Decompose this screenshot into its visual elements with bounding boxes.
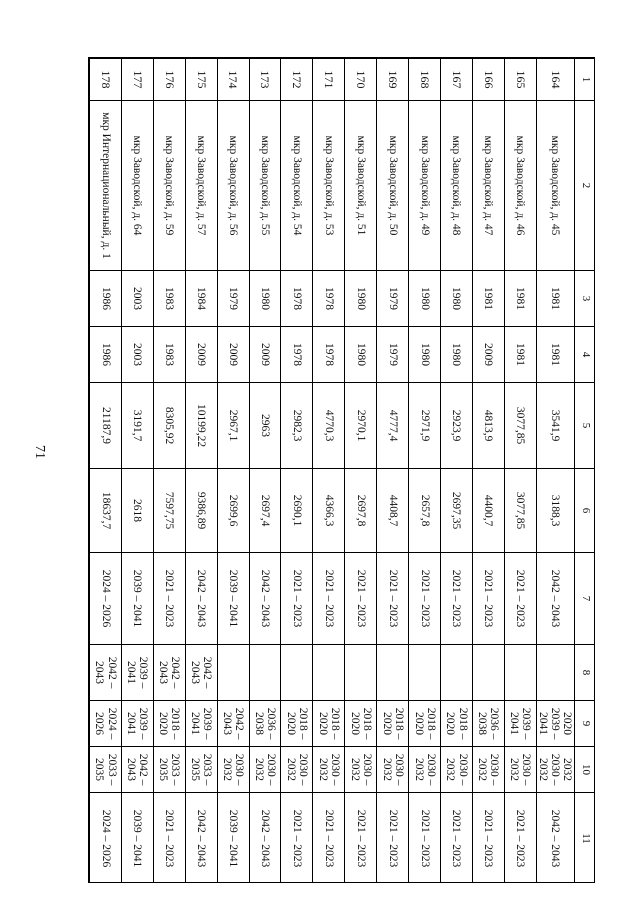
period-line: 2043 (93, 661, 106, 684)
overhaul-period-cell: 2021 – 2023 (153, 793, 185, 884)
row-number-cell: 164 (536, 59, 574, 101)
total-area-cell: 8305,92 (153, 383, 185, 469)
total-area-cell: 10199,22 (185, 383, 217, 469)
period-line: 2020 (444, 712, 457, 735)
period-line: 2030 – (424, 753, 437, 786)
address-cell: мкр Заводской, д. 54 (281, 101, 313, 271)
year-cell: 1986 (90, 327, 122, 383)
overhaul-period-cell: 2021 – 2023 (441, 793, 473, 884)
period-c10-cell (281, 747, 313, 793)
period-cell: 2021 – 2023 (377, 553, 409, 645)
year-built-cell: 1981 (536, 271, 574, 327)
total-area-cell: 2923,9 (441, 383, 473, 469)
period-c10-cell (504, 747, 536, 793)
table-row (153, 59, 185, 884)
period-line: 2043 (189, 661, 202, 684)
living-area-cell: 2697,4 (249, 469, 281, 553)
period-cell: 2021 – 2023 (441, 553, 473, 645)
row-number-cell: 167 (441, 59, 473, 101)
year-cell: 1980 (409, 327, 441, 383)
total-area-cell: 3541,9 (536, 383, 574, 469)
period-c10-cell (185, 747, 217, 793)
period-c9-cell (536, 701, 574, 747)
period-line: 2030 – (233, 753, 246, 786)
period-line: 2039 – (137, 656, 150, 689)
period-line: 2032 (444, 758, 457, 781)
period-cell: 2021 – 2023 (153, 553, 185, 645)
overhaul-period-cell: 2042 – 2043 (249, 793, 281, 884)
table-row (313, 59, 345, 884)
living-area-cell: 2690,1 (281, 469, 313, 553)
row-number-cell: 172 (281, 59, 313, 101)
period-line: 2038 (253, 712, 266, 735)
period-c10-cell (377, 747, 409, 793)
column-header-4: 4 (575, 327, 596, 383)
period-c9-cell (504, 701, 536, 747)
rotated-table-wrapper (89, 58, 595, 883)
year-built-cell: 1980 (409, 271, 441, 327)
year-built-cell: 1984 (185, 271, 217, 327)
living-area-cell: 2657,8 (409, 469, 441, 553)
row-number-cell: 175 (185, 59, 217, 101)
address-cell: мкр Заводской, д. 49 (409, 101, 441, 271)
period-c10-cell (441, 747, 473, 793)
period-cell: 2042 – 2043 (536, 553, 574, 645)
year-cell: 1979 (377, 327, 409, 383)
year-built-cell: 1983 (153, 271, 185, 327)
period-line: 2041 (125, 661, 138, 684)
period-line: 2032 (221, 758, 234, 781)
total-area-cell: 3077,85 (504, 383, 536, 469)
period-line: 2032 (412, 758, 425, 781)
period-line: 2041 (189, 712, 202, 735)
period-c9-cell (377, 701, 409, 747)
total-area-cell: 2971,9 (409, 383, 441, 469)
period-line: 2018 – (297, 707, 309, 740)
table-row (441, 59, 473, 884)
address-cell: мкр Заводской, д. 59 (153, 101, 185, 271)
table-body (90, 59, 575, 884)
year-cell: 2009 (185, 327, 217, 383)
period-c8-cell (185, 645, 217, 701)
address-cell: мкр Заводской, д. 50 (377, 101, 409, 271)
living-area-cell: 4400,7 (472, 469, 504, 553)
row-number-cell: 178 (90, 59, 122, 101)
period-line: 2032 (284, 758, 297, 781)
row-number-cell: 170 (345, 59, 377, 101)
living-area-cell: 18637,7 (90, 469, 122, 553)
document-table-frame (88, 57, 595, 883)
total-area-cell: 4777,4 (377, 383, 409, 469)
total-area-cell: 2970,1 (345, 383, 377, 469)
period-line: 2032 (476, 758, 489, 781)
period-line: 2020 (380, 712, 393, 735)
year-built-cell: 1978 (313, 271, 345, 327)
row-number-cell: 176 (153, 59, 185, 101)
year-cell: 1983 (153, 327, 185, 383)
living-area-cell: 9386,89 (185, 469, 217, 553)
overhaul-period-cell: 2042 – 2043 (536, 793, 574, 884)
overhaul-period-cell: 2039 – 2041 (217, 793, 249, 884)
period-c9-cell (345, 701, 377, 747)
table-row (536, 59, 574, 884)
period-c8-cell (281, 645, 313, 701)
period-cell: 2039 – 2041 (121, 553, 153, 645)
period-line: 2039 – (549, 707, 562, 740)
living-area-cell: 2697,8 (345, 469, 377, 553)
period-line: 2020 (412, 712, 425, 735)
address-cell: мкр Заводской, д. 46 (504, 101, 536, 271)
period-line: 2033 – (169, 753, 182, 786)
period-c8-cell (377, 645, 409, 701)
period-line: 2032 (537, 758, 550, 781)
period-line: 2032 (348, 758, 361, 781)
column-header-8: 8 (575, 645, 596, 701)
period-line: 2018 – (169, 707, 182, 740)
period-c10-cell (153, 747, 185, 793)
address-cell: мкр Заводской, д. 51 (345, 101, 377, 271)
period-line: 2018 – (424, 707, 437, 740)
year-cell: 2009 (472, 327, 504, 383)
period-c10-cell (345, 747, 377, 793)
period-c8-cell (504, 645, 536, 701)
address-cell: мкр Заводской, д. 57 (185, 101, 217, 271)
year-built-cell: 2003 (121, 271, 153, 327)
period-c10-cell (249, 747, 281, 793)
column-header-10: 10 (575, 747, 596, 793)
row-number-cell: 177 (121, 59, 153, 101)
period-line: 2020 (561, 712, 574, 735)
year-built-cell: 1980 (441, 271, 473, 327)
year-cell: 1978 (313, 327, 345, 383)
period-c8-cell (153, 645, 185, 701)
period-c9-cell (472, 701, 504, 747)
table-row (217, 59, 249, 884)
address-cell: мкр Заводской, д. 48 (441, 101, 473, 271)
period-c9-cell (90, 701, 122, 747)
table-row (504, 59, 536, 884)
period-c8-cell (345, 645, 377, 701)
column-header-5: 5 (575, 383, 596, 469)
period-c8-cell (441, 645, 473, 701)
table-row (345, 59, 377, 884)
table-row (90, 59, 122, 884)
period-c8-cell (249, 645, 281, 701)
period-cell: 2021 – 2023 (281, 553, 313, 645)
period-line: 2020 (348, 712, 361, 735)
period-c8-cell (121, 645, 153, 701)
period-line: 2030 – (360, 753, 373, 786)
address-cell: мкр Заводской, д. 53 (313, 101, 345, 271)
total-area-cell: 4770,3 (313, 383, 345, 469)
period-line: 2043 (157, 661, 170, 684)
period-line: 2030 – (520, 753, 533, 786)
row-number-cell: 168 (409, 59, 441, 101)
period-line: 2026 (93, 712, 106, 735)
year-cell: 1980 (345, 327, 377, 383)
overhaul-period-cell: 2021 – 2023 (504, 793, 536, 884)
period-line: 2020 (316, 712, 329, 735)
period-c8-cell (472, 645, 504, 701)
period-line: 2032 (253, 758, 266, 781)
table-row (377, 59, 409, 884)
living-area-cell: 4408,7 (377, 469, 409, 553)
living-area-cell: 2618 (121, 469, 153, 553)
period-line: 2032 (380, 758, 393, 781)
year-built-cell: 1979 (377, 271, 409, 327)
year-built-cell: 1979 (217, 271, 249, 327)
period-line: 2032 (561, 758, 574, 781)
period-c8-cell (536, 645, 574, 701)
total-area-cell: 3191,7 (121, 383, 153, 469)
column-header-3: 3 (575, 271, 596, 327)
living-area-cell: 7597,75 (153, 469, 185, 553)
period-c10-cell (472, 747, 504, 793)
period-c8-cell (409, 645, 441, 701)
living-area-cell: 2697,35 (441, 469, 473, 553)
period-line: 2030 – (392, 753, 405, 786)
period-cell: 2042 – 2043 (249, 553, 281, 645)
overhaul-period-cell: 2021 – 2023 (472, 793, 504, 884)
period-c9-cell (409, 701, 441, 747)
period-line: 2038 (476, 712, 489, 735)
address-cell: мкр Заводской, д. 64 (121, 101, 153, 271)
overhaul-period-cell: 2042 – 2043 (185, 793, 217, 884)
table-row (281, 59, 313, 884)
period-c9-cell (313, 701, 345, 747)
year-cell: 1981 (536, 327, 574, 383)
year-cell: 2009 (217, 327, 249, 383)
column-header-9: 9 (575, 701, 596, 747)
row-number-cell: 174 (217, 59, 249, 101)
period-line: 2020 (284, 712, 297, 735)
period-line: 2030 – (328, 753, 341, 786)
period-c9-cell (281, 701, 313, 747)
housing-repair-schedule-table (89, 58, 595, 883)
period-line: 2036 – (265, 707, 278, 740)
address-cell: мкр Заводской, д. 45 (536, 101, 574, 271)
overhaul-period-cell: 2021 – 2023 (313, 793, 345, 884)
total-area-cell: 2982,3 (281, 383, 313, 469)
period-c10-cell (313, 747, 345, 793)
column-header-11: 11 (575, 793, 596, 884)
period-cell: 2021 – 2023 (345, 553, 377, 645)
period-line: 2035 (189, 758, 202, 781)
overhaul-period-cell: 2021 – 2023 (377, 793, 409, 884)
living-area-cell: 3188,3 (536, 469, 574, 553)
year-built-cell: 1980 (249, 271, 281, 327)
period-cell: 2021 – 2023 (472, 553, 504, 645)
period-line: 2018 – (360, 707, 373, 740)
period-line: 2024 – (105, 707, 118, 740)
overhaul-period-cell: 2021 – 2023 (409, 793, 441, 884)
period-cell: 2024 – 2026 (90, 553, 122, 645)
period-line: 2032 (316, 758, 329, 781)
period-c8-cell (90, 645, 122, 701)
overhaul-period-cell: 2024 – 2026 (90, 793, 122, 884)
period-line: 2030 – (549, 753, 562, 786)
living-area-cell: 2699,6 (217, 469, 249, 553)
period-line: 2033 – (105, 753, 118, 786)
table-row (121, 59, 153, 884)
address-cell: мкр Заводской, д. 55 (249, 101, 281, 271)
year-built-cell: 1981 (472, 271, 504, 327)
period-line: 2039 – (520, 707, 533, 740)
overhaul-period-cell: 2021 – 2023 (345, 793, 377, 884)
living-area-cell: 4366,3 (313, 469, 345, 553)
living-area-cell: 3077,85 (504, 469, 536, 553)
period-c9-cell (185, 701, 217, 747)
period-line: 2033 – (201, 753, 214, 786)
period-c9-cell (153, 701, 185, 747)
period-line: 2041 (125, 712, 138, 735)
period-line: 2030 – (297, 753, 309, 786)
period-c10-cell (536, 747, 574, 793)
column-header-7: 7 (575, 553, 596, 645)
year-built-cell: 1980 (345, 271, 377, 327)
period-line: 2030 – (265, 753, 278, 786)
page-number: 71 (32, 445, 47, 459)
period-c9-cell (121, 701, 153, 747)
period-cell: 2021 – 2023 (313, 553, 345, 645)
period-line: 2041 (537, 712, 550, 735)
period-cell: 2039 – 2041 (217, 553, 249, 645)
period-c10-cell (90, 747, 122, 793)
year-cell: 1981 (504, 327, 536, 383)
period-line: 2043 (221, 712, 234, 735)
address-cell: мкр Интернациональный, д. 1 (90, 101, 122, 271)
table-row (185, 59, 217, 884)
row-number-cell: 171 (313, 59, 345, 101)
period-line: 2018 – (328, 707, 341, 740)
row-number-cell: 169 (377, 59, 409, 101)
total-area-cell: 4813,9 (472, 383, 504, 469)
period-line: 2039 – (201, 707, 214, 740)
row-number-cell: 173 (249, 59, 281, 101)
address-cell: мкр Заводской, д. 56 (217, 101, 249, 271)
total-area-cell: 2967,1 (217, 383, 249, 469)
period-c9-cell (441, 701, 473, 747)
period-line: 2043 (125, 758, 138, 781)
year-built-cell: 1978 (281, 271, 313, 327)
overhaul-period-cell: 2039 – 2041 (121, 793, 153, 884)
period-c10-cell (409, 747, 441, 793)
period-line: 2020 (157, 712, 170, 735)
period-line: 2035 (157, 758, 170, 781)
period-line: 2030 – (456, 753, 469, 786)
year-cell: 2009 (249, 327, 281, 383)
row-number-cell: 166 (472, 59, 504, 101)
total-area-cell: 2963 (249, 383, 281, 469)
period-c9-cell (217, 701, 249, 747)
period-line: 2018 – (456, 707, 469, 740)
period-line: 2035 (93, 758, 106, 781)
period-c10-cell (121, 747, 153, 793)
year-cell: 2003 (121, 327, 153, 383)
table-row (472, 59, 504, 884)
period-line: 2018 – (392, 707, 405, 740)
year-built-cell: 1986 (90, 271, 122, 327)
period-line: 2041 (508, 712, 521, 735)
period-line: 2042 – (105, 656, 118, 689)
period-line: 2039 – (137, 707, 150, 740)
column-header-2: 2 (575, 101, 596, 271)
period-cell: 2021 – 2023 (409, 553, 441, 645)
period-line: 2036 – (488, 707, 501, 740)
table-row (409, 59, 441, 884)
year-cell: 1980 (441, 327, 473, 383)
column-header-row (575, 59, 596, 884)
period-cell: 2021 – 2023 (504, 553, 536, 645)
year-cell: 1978 (281, 327, 313, 383)
period-line: 2030 – (488, 753, 501, 786)
table-row (249, 59, 281, 884)
period-c8-cell (217, 645, 249, 701)
column-header-1: 1 (575, 59, 596, 101)
year-built-cell: 1981 (504, 271, 536, 327)
overhaul-period-cell: 2021 – 2023 (281, 793, 313, 884)
period-line: 2042 – (169, 656, 182, 689)
address-cell: мкр Заводской, д. 47 (472, 101, 504, 271)
period-c9-cell (249, 701, 281, 747)
period-line: 2042 – (201, 656, 214, 689)
period-cell: 2042 – 2043 (185, 553, 217, 645)
period-line: 2042 – (137, 753, 150, 786)
period-line: 2032 (508, 758, 521, 781)
period-line: 2042 – (233, 707, 246, 740)
period-c8-cell (313, 645, 345, 701)
column-header-6: 6 (575, 469, 596, 553)
period-c10-cell (217, 747, 249, 793)
row-number-cell: 165 (504, 59, 536, 101)
total-area-cell: 21187,9 (90, 383, 122, 469)
